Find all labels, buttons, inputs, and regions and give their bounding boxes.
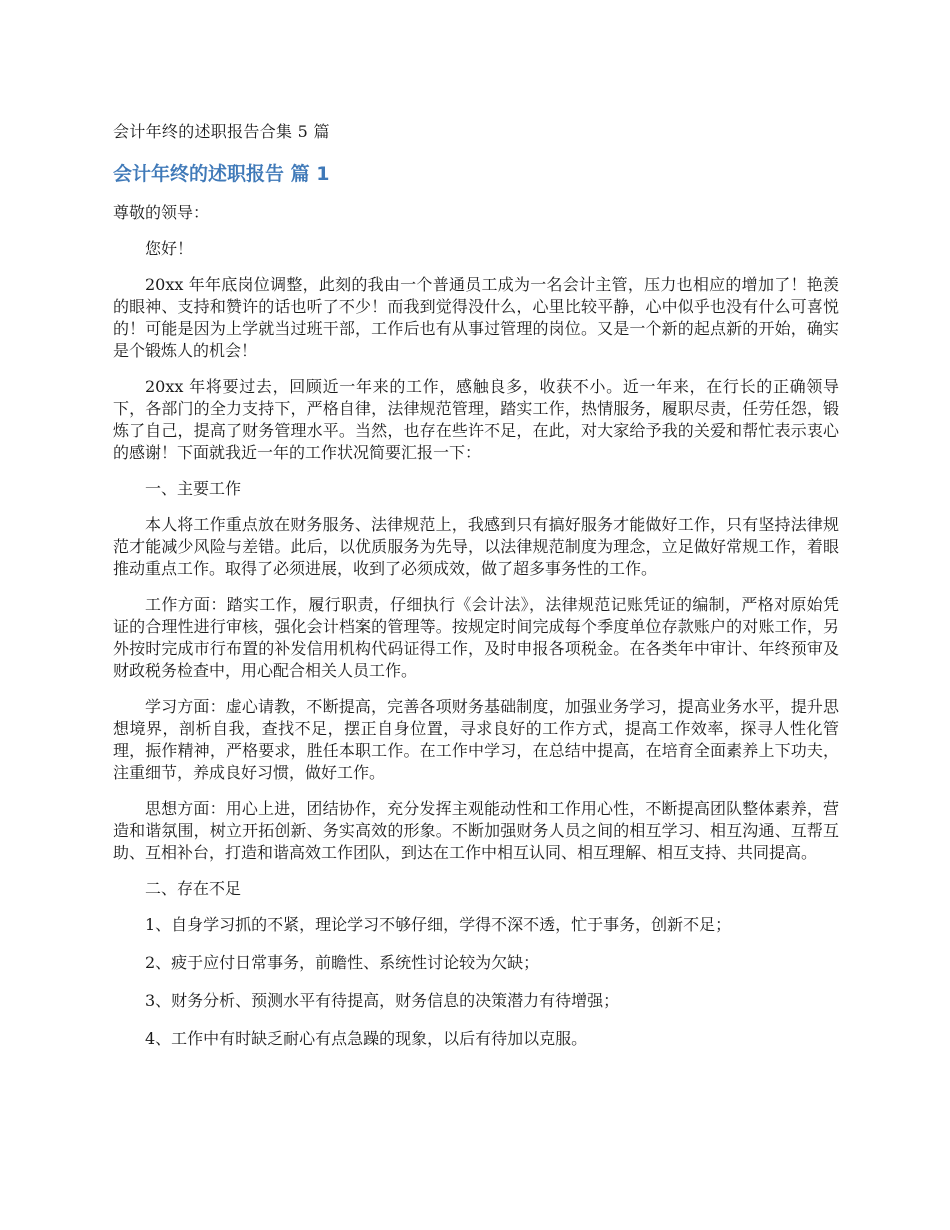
shortcoming-item: 1、自身学习抓的不紧，理论学习不够仔细，学得不深不透，忙于事务，创新不足；: [145, 915, 732, 934]
salutation: 尊敬的领导：: [113, 203, 210, 222]
intro-paragraph: 20xx 年将要过去，回顾近一年来的工作，感触良多，收获不小。近一年来，在行长的正确领导下，各部门的全力支持下，严格自律，法律规范管理，踏实工作，热情服务，履职尽责，任劳任怨，锻炼了自己，提高了财务管理水平。当然，也存在些许不足，在此，对大家给予我的关爱和帮忙表示衷心的感谢！下面就我近一年的工作状况简要汇报一下：: [113, 377, 839, 462]
work-paragraph: 本人将工作重点放在财务服务、法律规范上，我感到只有搞好服务才能做好工作，只有坚持法律规范才能减少风险与差错。此后，以优质服务为先导，以法律规范制度为理念，立足做好常规工作，着眼推动重点工作。取得了必须进展，收到了必须成效，做了超多事务性的工作。: [113, 515, 839, 578]
shortcoming-item: 4、工作中有时缺乏耐心有点急躁的现象，以后有待加以克服。: [145, 1029, 588, 1048]
section-heading: 会计年终的述职报告 篇 1: [113, 163, 330, 185]
document-page: [113, 120, 839, 1066]
subheading-shortcomings: 二、存在不足: [145, 879, 242, 898]
greeting: 您好！: [145, 239, 194, 258]
shortcoming-item: 2、疲于应付日常事务，前瞻性、系统性讨论较为欠缺；: [145, 953, 540, 972]
subheading-main-work: 一、主要工作: [145, 479, 242, 498]
intro-paragraph: 20xx 年年底岗位调整，此刻的我由一个普通员工成为一名会计主管，压力也相应的增加了！艳羡的眼神、支持和赞许的话也听了不少！而我到觉得没什么，心里比较平静，心中似乎也没有什么可喜悦的！可能是因为上学就当过班干部，工作后也有从事过管理的岗位。又是一个新的起点新的开始，确实是个锻炼人的机会！: [113, 275, 839, 360]
work-paragraph: 工作方面：踏实工作，履行职责，仔细执行《会计法》，法律规范记账凭证的编制，严格对原始凭证的合理性进行审核，强化会计档案的管理等。按规定时间完成每个季度单位存款账户的对账工作，另外按时完成市行布置的补发信用机构代码证得工作，及时申报各项税金。在各类年中审计、年终预审及财政税务检查中，用心配合相关人员工作。: [113, 595, 839, 680]
shortcoming-item: 3、财务分析、预测水平有待提高，财务信息的决策潜力有待增强；: [145, 991, 620, 1010]
work-paragraph: 学习方面：虚心请教，不断提高，完善各项财务基础制度，加强业务学习，提高业务水平，提升思想境界，剖析自我，查找不足，摆正自身位置，寻求良好的工作方式，提高工作效率，探寻人性化管理，振作精神，严格要求，胜任本职工作。在工作中学习，在总结中提高，在培育全面素养上下功夫，注重细节，养成良好习惯，做好工作。: [113, 697, 839, 782]
document-title: 会计年终的述职报告合集 5 篇: [113, 122, 330, 141]
work-paragraph: 思想方面：用心上进，团结协作，充分发挥主观能动性和工作用心性，不断提高团队整体素养，营造和谐氛围，树立开拓创新、务实高效的形象。不断加强财务人员之间的相互学习、相互沟通、互帮互助、互相补台，打造和谐高效工作团队，到达在工作中相互认同、相互理解、相互支持、共同提高。: [113, 799, 839, 862]
